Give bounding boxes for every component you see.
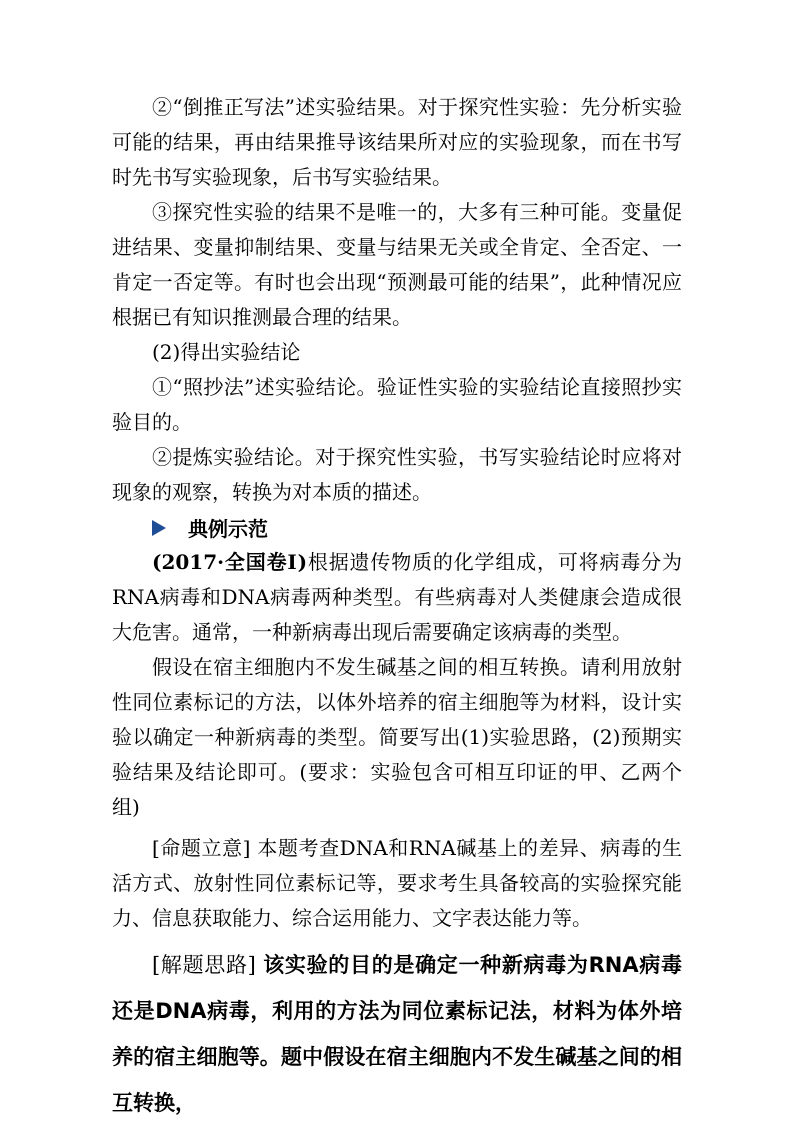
paragraph-example-question (112, 545, 682, 650)
solution-label: [解题思路] (152, 953, 256, 977)
proposition-label: [命题立意] (152, 836, 251, 860)
section-heading-text: 典例示范 (188, 517, 268, 541)
paragraph-solution-idea (112, 942, 682, 1126)
paragraph-copy-method: ①“照抄法”述实验结论。验证性实验的实验结论直接照抄实验目的。 (112, 375, 682, 434)
question-source: (2017·全国卷Ⅰ) (152, 550, 308, 574)
section-heading (152, 510, 682, 545)
paragraph-subheading-conclusion: (2)得出实验结论 (152, 340, 301, 364)
paragraph-proposition (112, 831, 682, 936)
paragraph-example-assumption: 假设在宿主细胞内不发生碱基之间的相互转换。请利用放射性同位素标记的方法，以体外培养的宿主细胞等为材料，设计实验以确定一种新病毒的类型。简要写出(1)实验思路，(2)预期实验结果及结论即可。(要求：实验包含可相互印证的甲、乙两个组) (112, 655, 682, 819)
arrow-bullet-icon (152, 520, 166, 536)
document-body (112, 90, 682, 1126)
solution-body: 该实验的目的是确定一种新病毒为RNA病毒还是DNA病毒，利用的方法为同位素标记法，材料为体外培养的宿主细胞等。题中假设在宿主细胞内不发生碱基之间的相互转换， (112, 953, 682, 1115)
paragraph-refine-conclusion: ②提炼实验结论。对于探究性实验，书写实验结论时应将对现象的观察，转换为对本质的描述。 (112, 445, 682, 504)
paragraph-result-possibilities: ③探究性实验的结果不是唯一的，大多有三种可能。变量促进结果、变量抑制结果、变量与结果无关或全肯定、全否定、一肯定一否定等。有时也会出现“预测最可能的结果”，此种情况应根据已有知识推测最合理的结果。 (112, 200, 682, 329)
question-body: 根据遗传物质的化学组成，可将病毒分为RNA病毒和DNA病毒两种类型。有些病毒对人类健康会造成很大危害。通常，一种新病毒出现后需要确定该病毒的类型。 (112, 550, 682, 644)
proposition-body: 本题考查DNA和RNA碱基上的差异、病毒的生活方式、放射性同位素标记等，要求考生具备较高的实验探究能力、信息获取能力、综合运用能力、文字表达能力等。 (112, 836, 683, 930)
paragraph-result-method: ②“倒推正写法”述实验结果。对于探究性实验：先分析实验可能的结果，再由结果推导该结果所对应的实验现象，而在书写时先书写实验现象，后书写实验结果。 (112, 95, 682, 189)
